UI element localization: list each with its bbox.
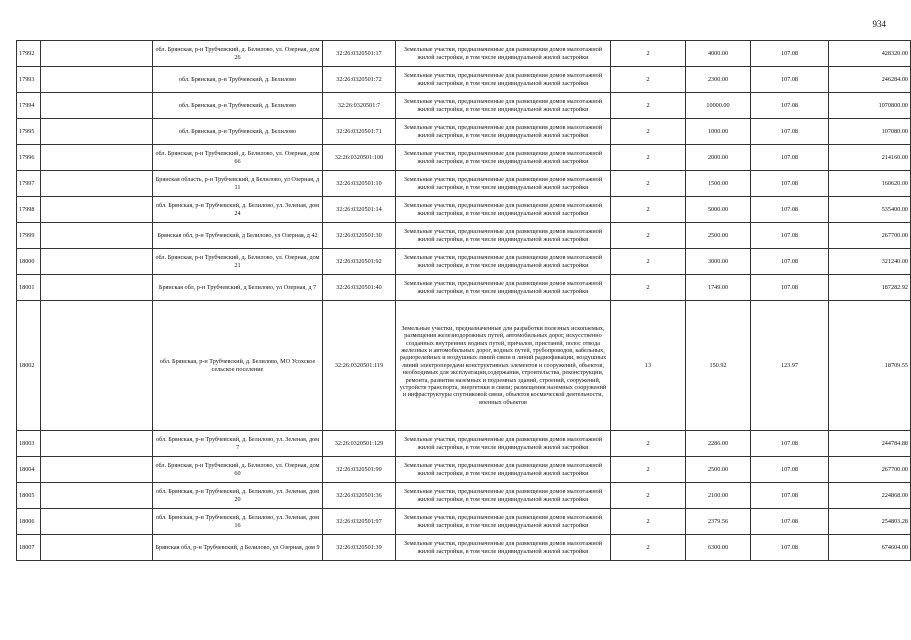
cadastral-number-cell: 32:26:0320501:14 [323, 197, 396, 223]
area-cell: 10000.00 [686, 93, 751, 119]
category-code-cell: 2 [611, 483, 686, 509]
land-category-cell: Земельные участки, предназначенные для размещения домов малоэтажной жилой застройки, в том числе индивидуальной жилой застройки [396, 145, 611, 171]
table-row [17, 483, 911, 509]
table-row [17, 509, 911, 535]
cadastral-number-cell: 32:26:0320501:97 [323, 509, 396, 535]
cadastral-value-cell: 18709.55 [829, 301, 911, 431]
category-code-cell: 2 [611, 93, 686, 119]
row-number: 17999 [17, 223, 41, 249]
category-code-cell: 2 [611, 223, 686, 249]
area-cell: 1749.00 [686, 275, 751, 301]
cadastral-value-cell: 254803.28 [829, 509, 911, 535]
row-number: 18004 [17, 457, 41, 483]
blank-cell [41, 249, 153, 275]
cadastral-value-cell: 214160.00 [829, 145, 911, 171]
category-code-cell: 2 [611, 145, 686, 171]
cadastral-number-cell: 32:26:0320501:40 [323, 275, 396, 301]
table-row [17, 171, 911, 197]
row-number: 18007 [17, 535, 41, 561]
blank-cell [41, 483, 153, 509]
rate-cell: 123.97 [751, 301, 829, 431]
cadastral-value-cell: 107080.00 [829, 119, 911, 145]
cadastral-value-cell: 267700.00 [829, 457, 911, 483]
table-row [17, 119, 911, 145]
land-category-cell: Земельные участки, предназначенные для размещения домов малоэтажной жилой застройки, в том числе индивидуальной жилой застройки [396, 67, 611, 93]
rate-cell: 107.08 [751, 483, 829, 509]
cadastral-number-cell: 32:26:0320501:119 [323, 301, 396, 431]
row-number: 18005 [17, 483, 41, 509]
row-number: 17998 [17, 197, 41, 223]
row-number: 17995 [17, 119, 41, 145]
land-category-cell: Земельные участки, предназначенные для размещения домов малоэтажной жилой застройки, в том числе индивидуальной жилой застройки [396, 483, 611, 509]
cadastral-number-cell: 32:26:0320501:10 [323, 171, 396, 197]
blank-cell [41, 535, 153, 561]
row-number: 17994 [17, 93, 41, 119]
rate-cell: 107.08 [751, 67, 829, 93]
category-code-cell: 2 [611, 119, 686, 145]
category-code-cell: 2 [611, 457, 686, 483]
table-row [17, 431, 911, 457]
land-category-cell: Земельные участки, предназначенные для разработки полезных ископаемых, размещения железнодорожных путей, автомобильных дорог, искусственно созданных внутренних водных путей, причалов, пристаней, полос отвода железных и автомобильных дорог, водных путей, трубопроводов, кабельных, радиорелейных и воздушных линий связи и линий радиофикации, воздушных линий электропередачи конструктивных элементов и сооружений, объектов, необходимых для эксплуатации,содержания, строительства, реконструкции, ремонта, развития наземных и подземных зданий, строений, сооружений, устройств транспорта, энергетики и связи; размещения наземных сооружений и инфраструктуры спутниковой связи, объектов космической деятельности, военных объектов [396, 301, 611, 431]
cadastral-value-cell: 160620.00 [829, 171, 911, 197]
address-cell: обл. Брянская, р-н Трубчевский, д. Белилово, ул. Зеленая, дом 7 [153, 431, 323, 457]
address-cell: обл. Брянская, р-н Трубчевский, д. Белилово, ул. Зеленая, дом 24 [153, 197, 323, 223]
land-category-cell: Земельные участки, предназначенные для размещения домов малоэтажной жилой застройки, в том числе индивидуальной жилой застройки [396, 171, 611, 197]
row-number: 17993 [17, 67, 41, 93]
table-row [17, 41, 911, 67]
table-row [17, 249, 911, 275]
blank-cell [41, 301, 153, 431]
address-cell: Брянская обл, р-н Трубчевский, д Белилово, ул Озерная, д 42 [153, 223, 323, 249]
land-category-cell: Земельные участки, предназначенные для размещения домов малоэтажной жилой застройки, в том числе индивидуальной жилой застройки [396, 197, 611, 223]
area-cell: 1000.00 [686, 119, 751, 145]
cadastral-value-cell: 535400.00 [829, 197, 911, 223]
rate-cell: 107.08 [751, 509, 829, 535]
rate-cell: 107.08 [751, 275, 829, 301]
land-registry-table [16, 40, 911, 561]
rate-cell: 107.08 [751, 431, 829, 457]
blank-cell [41, 223, 153, 249]
address-cell: Брянская обл, р-н Трубчевский, д Белилово, ул Озерная, дом 9 [153, 535, 323, 561]
cadastral-number-cell: 32:26:0320501:30 [323, 223, 396, 249]
blank-cell [41, 457, 153, 483]
cadastral-value-cell: 267700.00 [829, 223, 911, 249]
blank-cell [41, 171, 153, 197]
cadastral-number-cell: 32:26:0320501:36 [323, 483, 396, 509]
category-code-cell: 2 [611, 509, 686, 535]
table-row [17, 535, 911, 561]
blank-cell [41, 431, 153, 457]
category-code-cell: 2 [611, 431, 686, 457]
rate-cell: 107.08 [751, 41, 829, 67]
cadastral-number-cell: 32:26:0320501:92 [323, 249, 396, 275]
category-code-cell: 2 [611, 249, 686, 275]
land-category-cell: Земельные участки, предназначенные для размещения домов малоэтажной жилой застройки, в том числе индивидуальной жилой застройки [396, 119, 611, 145]
area-cell: 2500.00 [686, 223, 751, 249]
cadastral-value-cell: 187282.92 [829, 275, 911, 301]
area-cell: 5000.00 [686, 197, 751, 223]
category-code-cell: 2 [611, 171, 686, 197]
category-code-cell: 2 [611, 197, 686, 223]
address-cell: Брянская область, р-н Трубчевский, д Белилово, ул Озерная, д 11 [153, 171, 323, 197]
cadastral-value-cell: 321240.00 [829, 249, 911, 275]
cadastral-value-cell: 674604.00 [829, 535, 911, 561]
category-code-cell: 2 [611, 275, 686, 301]
category-code-cell: 2 [611, 67, 686, 93]
row-number: 18006 [17, 509, 41, 535]
area-cell: 2100.00 [686, 483, 751, 509]
land-category-cell: Земельные участки, предназначенные для размещения домов малоэтажной жилой застройки, в том числе индивидуальной жилой застройки [396, 457, 611, 483]
blank-cell [41, 67, 153, 93]
table-row [17, 457, 911, 483]
land-category-cell: Земельные участки, предназначенные для размещения домов малоэтажной жилой застройки, в том числе индивидуальной жилой застройки [396, 275, 611, 301]
area-cell: 2500.00 [686, 457, 751, 483]
cadastral-number-cell: 32:26:0320501:7 [323, 93, 396, 119]
category-code-cell: 2 [611, 41, 686, 67]
row-number: 17992 [17, 41, 41, 67]
row-number: 18002 [17, 301, 41, 431]
area-cell: 3000.00 [686, 249, 751, 275]
cadastral-value-cell: 428320.00 [829, 41, 911, 67]
table-row [17, 93, 911, 119]
rate-cell: 107.08 [751, 535, 829, 561]
area-cell: 1500.00 [686, 171, 751, 197]
land-category-cell: Земельные участки, предназначенные для размещения домов малоэтажной жилой застройки, в том числе индивидуальной жилой застройки [396, 509, 611, 535]
row-number: 17997 [17, 171, 41, 197]
cadastral-number-cell: 32:26:0320501:72 [323, 67, 396, 93]
table-row [17, 275, 911, 301]
cadastral-number-cell: 32:26:0320501:71 [323, 119, 396, 145]
table-row [17, 145, 911, 171]
cadastral-number-cell: 32:26:0320501:129 [323, 431, 396, 457]
blank-cell [41, 119, 153, 145]
cadastral-number-cell: 32:26:0320501:17 [323, 41, 396, 67]
cadastral-number-cell: 32:26:0320501:100 [323, 145, 396, 171]
cadastral-value-cell: 224868.00 [829, 483, 911, 509]
table-row [17, 301, 911, 431]
rate-cell: 107.08 [751, 457, 829, 483]
address-cell: обл. Брянская, р-н Трубчевский, д. Белилово, ул. Озерная, дом 26 [153, 41, 323, 67]
address-cell: обл. Брянская, р-н Трубчевский, д. Белилово, МО Усохское сельское поселение [153, 301, 323, 431]
area-cell: 2000.00 [686, 145, 751, 171]
area-cell: 2379.56 [686, 509, 751, 535]
row-number: 18000 [17, 249, 41, 275]
row-number: 18001 [17, 275, 41, 301]
table-body [17, 41, 911, 561]
rate-cell: 107.08 [751, 223, 829, 249]
address-cell: обл. Брянская, р-н Трубчевский, д. Белилово [153, 67, 323, 93]
area-cell: 2300.00 [686, 67, 751, 93]
row-number: 17996 [17, 145, 41, 171]
address-cell: обл. Брянская, р-н Трубчевский, д. Белилово [153, 93, 323, 119]
table-row [17, 223, 911, 249]
cadastral-number-cell: 32:26:0320501:39 [323, 535, 396, 561]
cadastral-value-cell: 246284.00 [829, 67, 911, 93]
blank-cell [41, 275, 153, 301]
category-code-cell: 2 [611, 535, 686, 561]
area-cell: 2286.00 [686, 431, 751, 457]
land-category-cell: Земельные участки, предназначенные для размещения домов малоэтажной жилой застройки, в том числе индивидуальной жилой застройки [396, 93, 611, 119]
page-number: 934 [872, 19, 886, 29]
blank-cell [41, 145, 153, 171]
blank-cell [41, 93, 153, 119]
land-category-cell: Земельные участки, предназначенные для размещения домов малоэтажной жилой застройки, в том числе индивидуальной жилой застройки [396, 431, 611, 457]
area-cell: 150.92 [686, 301, 751, 431]
cadastral-number-cell: 32:26:0320501:99 [323, 457, 396, 483]
rate-cell: 107.08 [751, 93, 829, 119]
category-code-cell: 13 [611, 301, 686, 431]
blank-cell [41, 197, 153, 223]
blank-cell [41, 41, 153, 67]
cadastral-value-cell: 244784.88 [829, 431, 911, 457]
address-cell: обл. Брянская, р-н Трубчевский, д. Белилово, ул. Зеленая, дом 20 [153, 483, 323, 509]
land-category-cell: Земельные участки, предназначенные для размещения домов малоэтажной жилой застройки, в том числе индивидуальной жилой застройки [396, 223, 611, 249]
blank-cell [41, 509, 153, 535]
address-cell: обл. Брянская, р-н Трубчевский, д. Белилово, ул. Зеленая, дом 16 [153, 509, 323, 535]
address-cell: обл. Брянская, р-н Трубчевский, д. Белилово, ул. Озерная, дом 66 [153, 145, 323, 171]
rate-cell: 107.08 [751, 197, 829, 223]
address-cell: Брянская обл, р-н Трубчевский, д Белилово, ул Озерная, д 7 [153, 275, 323, 301]
address-cell: обл. Брянская, р-н Трубчевский, д. Белилово [153, 119, 323, 145]
area-cell: 6300.00 [686, 535, 751, 561]
rate-cell: 107.08 [751, 145, 829, 171]
rate-cell: 107.08 [751, 119, 829, 145]
rate-cell: 107.08 [751, 249, 829, 275]
cadastral-value-cell: 1070800.00 [829, 93, 911, 119]
address-cell: обл. Брянская, р-н Трубчевский, д. Белилово, ул. Озерная, дом 21 [153, 249, 323, 275]
land-category-cell: Земельные участки, предназначенные для размещения домов малоэтажной жилой застройки, в том числе индивидуальной жилой застройки [396, 249, 611, 275]
rate-cell: 107.08 [751, 171, 829, 197]
land-category-cell: Земельные участки, предназначенные для размещения домов малоэтажной жилой застройки, в том числе индивидуальной жилой застройки [396, 41, 611, 67]
row-number: 18003 [17, 431, 41, 457]
address-cell: обл. Брянская, р-н Трубчевский, д. Белилово, ул. Озерная, дом 60 [153, 457, 323, 483]
land-category-cell: Земельные участки, предназначенные для размещения домов малоэтажной жилой застройки, в том числе индивидуальной жилой застройки [396, 535, 611, 561]
area-cell: 4000.00 [686, 41, 751, 67]
table-row [17, 197, 911, 223]
table-row [17, 67, 911, 93]
